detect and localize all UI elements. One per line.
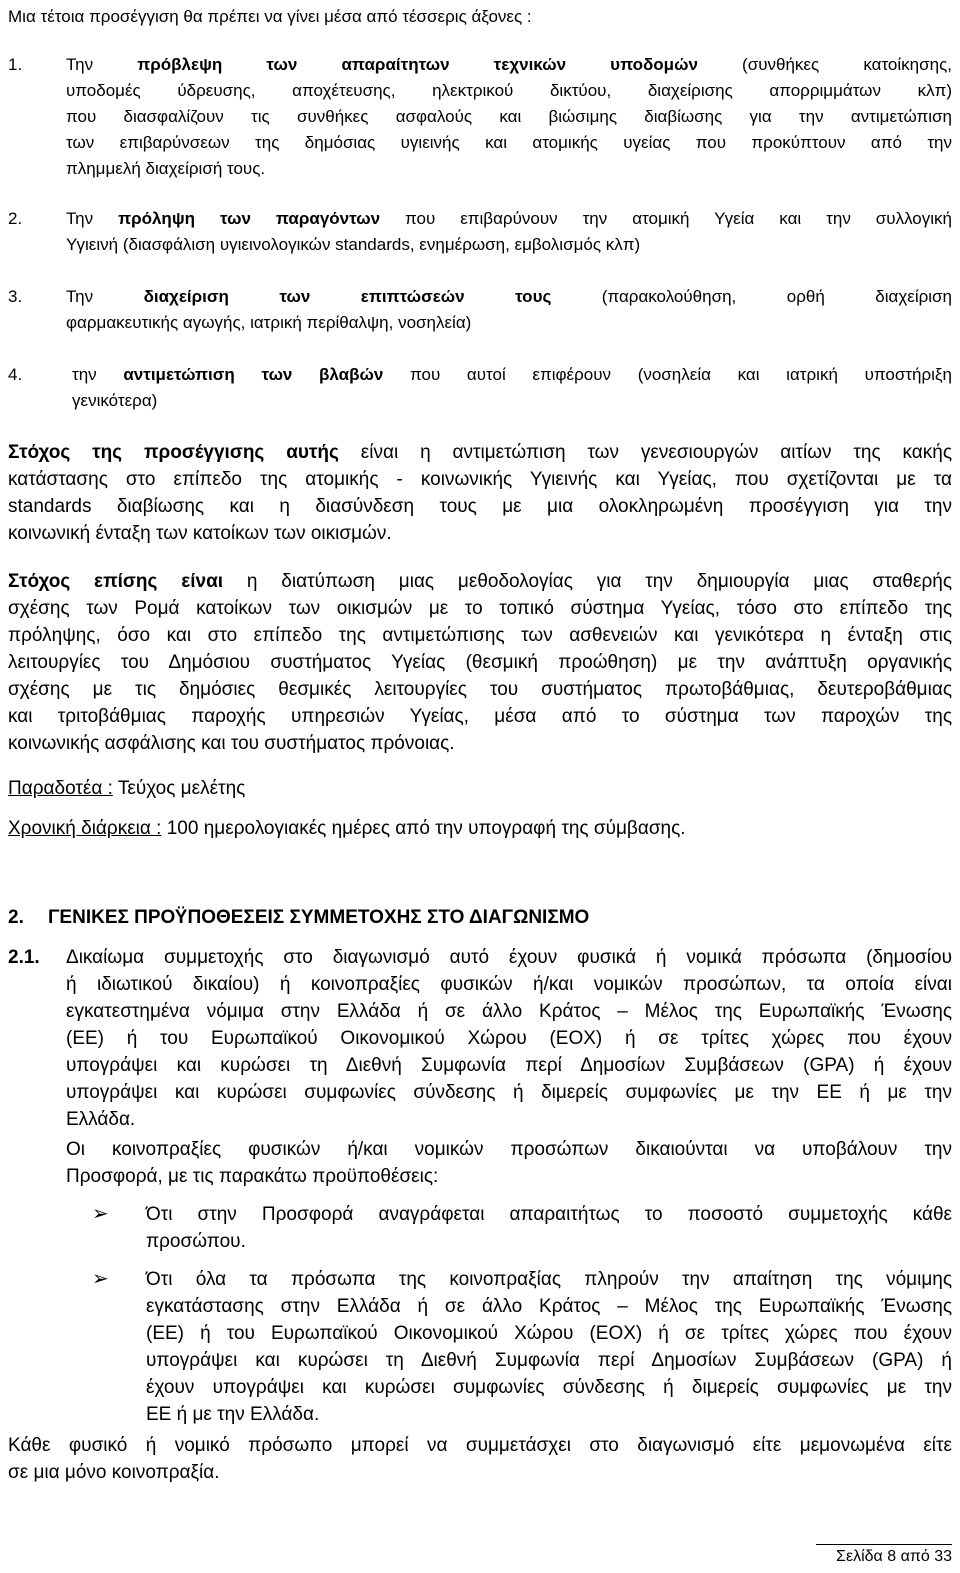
text-run: (συνθήκες κατοίκησης, xyxy=(697,55,952,74)
bold-text-run: Στόχος της προσέγγισης αυτής xyxy=(8,442,339,463)
text-line xyxy=(8,595,952,622)
text-run: και τριτοβάθμιας παροχής υπηρεσιών Υγείας, μέσα από το σύστημα των παροχών της xyxy=(8,706,952,727)
duration-line xyxy=(8,815,952,842)
text-line xyxy=(8,730,952,757)
text-run: υπογράψει και κυρώσει τη Διεθνή Συμφωνία περί Δημοσίων Συμβάσεων (GPA) ή xyxy=(146,1350,952,1371)
consortium-text xyxy=(66,1136,952,1190)
text-run: κατάστασης στο επίπεδο της ατομικής - κοινωνικής Υγιεινής και Υγείας, που σχετίζονται με τα xyxy=(8,469,952,490)
text-line xyxy=(66,52,952,78)
text-line xyxy=(66,971,952,998)
intro-text: Μια τέτοια προσέγγιση θα πρέπει να γίνει μέσα από τέσσερις άξονες : xyxy=(8,7,532,26)
text-line xyxy=(8,649,952,676)
text-run: πρόληψης, όσο και στο επίπεδο της αντιμετώπισης των ασθενειών και γενικότερα η ένταξη στις xyxy=(8,625,952,646)
axis-text xyxy=(66,206,952,258)
axis-number: 4. xyxy=(8,365,23,384)
text-run: Την xyxy=(66,55,138,74)
text-run: γενικότερα) xyxy=(72,391,158,410)
text-line xyxy=(66,944,952,971)
text-run: κοινωνική ένταξη των κατοίκων των οικισμών. xyxy=(8,523,392,544)
text-run: των επιβαρύνσεων της δημόσιας υγιεινής και ατομικής υγείας που προκύπτουν από την xyxy=(66,133,952,152)
text-run: πλημμελή διαχείρισή τους. xyxy=(66,159,266,178)
text-line xyxy=(66,1052,952,1079)
clause-number: 2.1. xyxy=(8,947,40,968)
text-run: Ότι όλα τα πρόσωπα της κοινοπραξίας πληρούν την απαίτηση της νόμιμης xyxy=(146,1269,952,1290)
text-run: Προσφορά, με τις παρακάτω προϋποθέσεις: xyxy=(66,1166,439,1187)
text-run: είναι η αντιμετώπιση των γενεσιουργών αιτίων της κακής xyxy=(338,442,952,463)
text-line xyxy=(8,1432,952,1459)
text-run: Κάθε φυσικό ή νομικό πρόσωπο μπορεί να συμμετάσχει στο διαγωνισμό είτε μεμονωμένα είτε xyxy=(8,1435,952,1456)
text-line xyxy=(66,1025,952,1052)
text-line xyxy=(146,1320,952,1347)
text-run: (ΕΕ) ή του Ευρωπαϊκού Οικονομικού Χώρου (ΕΟΧ) ή σε τρίτες χώρες που έχουν xyxy=(146,1323,952,1344)
text-line xyxy=(66,232,952,258)
text-line xyxy=(66,1163,952,1190)
bullet-text xyxy=(146,1201,952,1255)
text-run: εγκατεστημένα νόμιμα στην Ελλάδα ή σε άλλο Κράτος – Μέλος της Ευρωπαϊκής Ένωσης xyxy=(66,1001,952,1022)
text-run: έχουν υπογράψει και κυρώσει συμφωνίες σύνδεσης ή διμερείς συμφωνίες με την xyxy=(146,1377,952,1398)
text-line xyxy=(66,206,952,232)
text-run: λειτουργίες του Δημόσιου συστήματος Υγείας (θεσμική προώθηση) με την ανάπτυξη οργανικής xyxy=(8,652,952,673)
footer-rule xyxy=(816,1544,952,1545)
text-run: (ΕΕ) ή του Ευρωπαϊκού Οικονομικού Χώρου (ΕΟΧ) ή σε τρίτες χώρες που έχουν xyxy=(66,1028,952,1049)
text-run: Την xyxy=(66,287,144,306)
axis-number: 3. xyxy=(8,287,23,306)
text-run: σχέσης των Ρομά κατοίκων των οικισμών με το τοπικό σύστημα Υγείας, τόσο στο επίπεδο της xyxy=(8,598,952,619)
arrow-bullet-icon: ➢ xyxy=(92,1203,109,1225)
text-run: σε μια μόνο κοινοπραξία. xyxy=(8,1462,220,1483)
text-line xyxy=(66,156,952,182)
text-line xyxy=(146,1401,952,1428)
bold-text-run: αντιμετώπιση των βλαβών xyxy=(123,365,384,384)
axis-text xyxy=(66,52,952,182)
axis-number: 1. xyxy=(8,55,23,74)
text-run: που επιβαρύνουν την ατομική Υγεία και την συλλογική xyxy=(380,209,952,228)
goal-paragraph-1 xyxy=(8,439,952,547)
deliverables-label: Παραδοτέα : xyxy=(8,778,113,799)
section-title: ΓΕΝΙΚΕΣ ΠΡΟΫΠΟΘΕΣΕΙΣ ΣΥΜΜΕΤΟΧΗΣ ΣΤΟ ΔΙΑΓΩΝΙΣΜΟ xyxy=(48,907,590,928)
bold-text-run: διαχείριση των επιπτώσεών τους xyxy=(143,287,552,306)
text-run: υπογράψει και κυρώσει τη Διεθνή Συμφωνία περί Δημοσίων Συμβάσεων (GPA) ή έχουν xyxy=(66,1055,952,1076)
text-line xyxy=(66,1106,952,1133)
text-run: Υγιεινή (διασφάλιση υγιεινολογικών standards, ενημέρωση, εμβολισμός κλπ) xyxy=(66,235,641,254)
text-run: Ότι στην Προσφορά αναγράφεται απαραιτήτως το ποσοστό συμμετοχής κάθε xyxy=(146,1204,952,1225)
text-run: την xyxy=(72,365,124,384)
text-line xyxy=(146,1347,952,1374)
section-number: 2. xyxy=(8,907,24,928)
text-run: που αυτοί επιφέρουν (νοσηλεία και ιατρική υποστήριξη xyxy=(383,365,952,384)
text-run: Την xyxy=(66,209,119,228)
text-line xyxy=(146,1201,952,1228)
text-run: ή ιδιωτικού δικαίου) ή κοινοπραξίες φυσικών ή/και νομικών προσώπων, τα οποία είναι xyxy=(66,974,952,995)
text-run: Δικαίωμα συμμετοχής στο διαγωνισμό αυτό έχουν φυσικά ή νομικά πρόσωπα (δημοσίου xyxy=(66,947,952,968)
text-run: (παρακολούθηση, ορθή διαχείριση xyxy=(551,287,952,306)
bold-text-run: πρόβλεψη των απαραίτητων τεχνικών υποδομών xyxy=(137,55,698,74)
deliverables-value: Τεύχος μελέτης xyxy=(112,778,246,799)
text-line xyxy=(66,1136,952,1163)
text-line xyxy=(72,362,952,388)
text-line xyxy=(8,439,952,466)
text-run: κοινωνικής ασφάλισης και του συστήματος πρόνοιας. xyxy=(8,733,455,754)
text-run: standards διαβίωσης και η διασύνδεση τους με μια ολοκληρωμένη προσέγγιση για την xyxy=(8,496,952,517)
bullet-text xyxy=(146,1266,952,1428)
text-line xyxy=(8,568,952,595)
text-run: Ελλάδα. xyxy=(66,1109,136,1130)
bold-text-run: πρόληψη των παραγόντων xyxy=(118,209,381,228)
axis-number: 2. xyxy=(8,209,23,228)
text-line xyxy=(146,1266,952,1293)
text-line xyxy=(8,520,952,547)
text-line xyxy=(66,104,952,130)
text-line xyxy=(66,1079,952,1106)
arrow-bullet-icon: ➢ xyxy=(92,1268,109,1290)
axis-text xyxy=(72,362,952,414)
text-run: εγκατάστασης στην Ελλάδα ή σε άλλο Κράτος – Μέλος της Ευρωπαϊκής Ένωσης xyxy=(146,1296,952,1317)
text-line xyxy=(8,466,952,493)
duration-label: Χρονική διάρκεια : xyxy=(8,818,162,839)
text-run: υπογράψει και κυρώσει συμφωνίες σύνδεσης ή διμερείς συμφωνίες με την ΕΕ ή με την xyxy=(66,1082,952,1103)
text-run: φαρμακευτικής αγωγής, ιατρική περίθαλψη, νοσηλεία) xyxy=(66,313,472,332)
closing-paragraph xyxy=(8,1432,952,1486)
clause-text xyxy=(66,944,952,1133)
text-run: σχέσης με τις δημόσιες θεσμικές λειτουργίες του συστήματος πρωτοβάθμιας, δευτεροβάθμιας xyxy=(8,679,952,700)
text-line xyxy=(66,310,952,336)
text-run: η διατύπωση μιας μεθοδολογίας για την δημιουργία μιας σταθερής xyxy=(223,571,952,592)
bold-text-run: Στόχος επίσης είναι xyxy=(8,571,224,592)
duration-value: 100 ημερολογιακές ημέρες από την υπογραφή της σύμβασης. xyxy=(161,818,686,839)
text-line xyxy=(72,388,952,414)
text-line xyxy=(66,284,952,310)
text-line xyxy=(8,1459,952,1486)
text-line xyxy=(146,1228,952,1255)
text-line xyxy=(146,1293,952,1320)
axis-text xyxy=(66,284,952,336)
text-line xyxy=(146,1374,952,1401)
deliverables-line xyxy=(8,775,952,802)
text-line xyxy=(8,493,952,520)
text-line xyxy=(8,622,952,649)
text-line xyxy=(66,130,952,156)
text-line xyxy=(66,998,952,1025)
goal-paragraph-2 xyxy=(8,568,952,757)
section-heading xyxy=(8,904,952,931)
text-run: που διασφαλίζουν τις συνθήκες ασφαλούς και βιώσιμης διαβίωσης για την αντιμετώπιση xyxy=(66,107,952,126)
text-run: ΕΕ ή με την Ελλάδα. xyxy=(146,1404,320,1425)
text-run: Οι κοινοπραξίες φυσικών ή/και νομικών προσώπων δικαιούνται να υποβάλουν την xyxy=(66,1139,952,1160)
text-run: υποδομές ύδρευσης, αποχέτευσης, ηλεκτρικού δικτύου, διαχείρισης απορριμμάτων κλπ) xyxy=(66,81,952,100)
text-line xyxy=(66,78,952,104)
page-number: Σελίδα 8 από 33 xyxy=(836,1548,952,1565)
text-line xyxy=(8,676,952,703)
text-line xyxy=(8,703,952,730)
text-run: προσώπου. xyxy=(146,1231,246,1252)
